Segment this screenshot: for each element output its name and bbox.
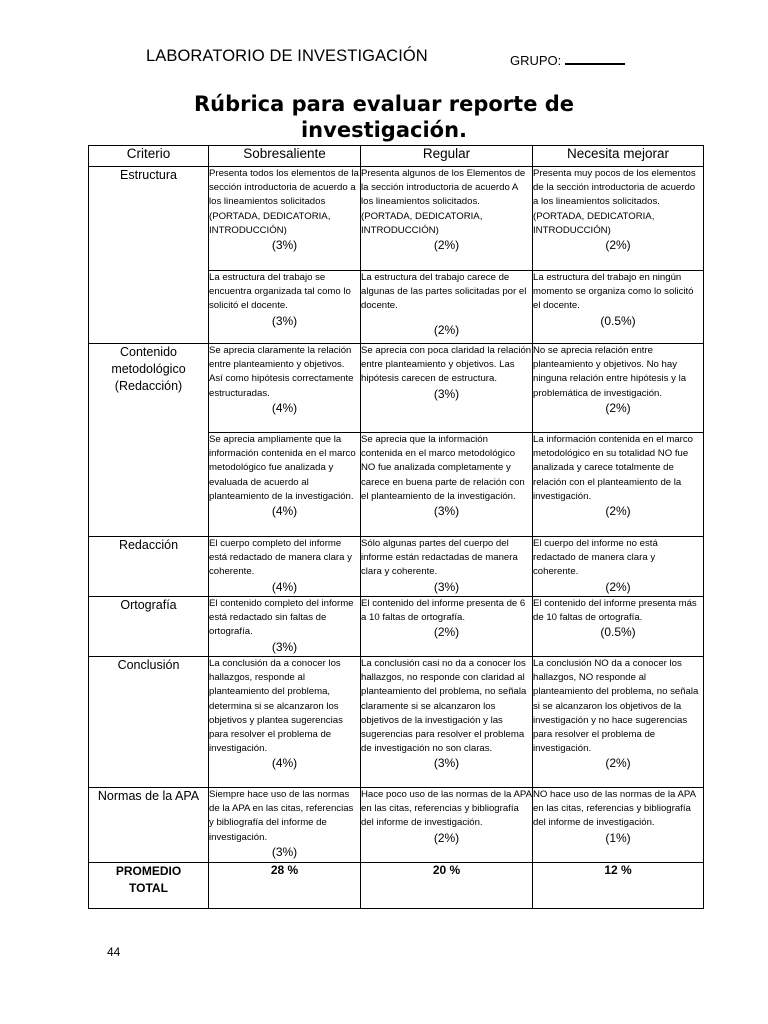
rubric-cell <box>533 433 704 537</box>
lab-title: LABORATORIO DE INVESTIGACIÓN <box>146 47 428 65</box>
rubric-cell <box>361 167 533 271</box>
cell-score: (3%) <box>271 844 298 859</box>
rubric-cell <box>209 344 361 433</box>
total-necesita-mejorar: 12 % <box>533 863 704 909</box>
table-row <box>89 657 704 788</box>
cell-score: (2%) <box>433 322 460 337</box>
cell-score: (3%) <box>433 756 460 771</box>
rubric-cell <box>209 271 361 344</box>
column-header-sobresaliente: Sobresaliente <box>209 146 361 167</box>
rubric-cell <box>533 788 704 863</box>
cell-score: (3%) <box>271 639 298 654</box>
rubric-cell <box>533 344 704 433</box>
cell-description: Hace poco uso de las normas de la APA en las citas, referencias y bibliografía del informe de investigación. <box>361 789 532 829</box>
cell-description: No se aprecia relación entre planteamiento y objetivos. No hay ninguna relación entre hipótesis y la problemática de investigación. <box>533 345 687 399</box>
cell-description: El cuerpo completo del informe está redactado de manera clara y coherente. <box>209 538 352 578</box>
criterion-ortografia: Ortografía <box>89 597 209 657</box>
cell-description: El contenido del informe presenta más de 10 faltas de ortografía. <box>533 598 697 624</box>
rubric-cell <box>209 657 361 788</box>
rubric-cell <box>361 344 533 433</box>
cell-description: Presenta algunos de los Elementos de la sección introductoria de acuerdo A los lineamientos solicitados. (PORTADA, DEDICATORIA, INTRODUCCIÓN) <box>361 168 526 236</box>
cell-description: Siempre hace uso de las normas de la APA en las citas, referencias y bibliografía del informe de investigación. <box>209 789 354 843</box>
group-blank-line <box>565 51 625 65</box>
cell-description: Se aprecia con poca claridad la relación entre planteamiento y objetivos. Las hipótesis carecen de estructura. <box>361 345 532 385</box>
cell-description: Presenta muy pocos de los elementos de la sección introductoria de acuerdo a los lineamientos solicitados. (PORTADA, DEDICATORIA, INTRODUCCIÓN) <box>533 168 696 236</box>
cell-description: El contenido del informe presenta de 6 a 10 faltas de ortografía. <box>361 598 526 624</box>
table-header-row <box>89 146 704 167</box>
column-header-regular: Regular <box>361 146 533 167</box>
cell-description: El contenido completo del informe está redactado sin faltas de ortografía. <box>209 598 354 638</box>
cell-score: (2%) <box>605 504 631 519</box>
cell-description: La conclusión casi no da a conocer los hallazgos, no responde con claridad al planteamiento del problema, no señala claramente si se alcanzaron los objetivos de la investigación y las sugerencias para resolver el problema de investigación no son claras. <box>361 658 527 755</box>
table-row <box>89 167 704 271</box>
column-header-criterio: Criterio <box>89 146 209 167</box>
document-title: Rúbrica para evaluar reporte de investigación. <box>193 92 575 142</box>
criterion-normas-apa: Normas de la APA <box>89 788 209 863</box>
cell-description: La estructura del trabajo se encuentra organizada tal como lo solicitó el docente. <box>209 272 351 312</box>
cell-description: NO hace uso de las normas de la APA en las citas, referencias y bibliografía del informe de investigación. <box>533 789 696 829</box>
cell-score: (0.5%) <box>600 625 636 640</box>
cell-score: (4%) <box>271 400 298 415</box>
cell-score: (3%) <box>433 579 460 594</box>
rubric-cell <box>361 788 533 863</box>
rubric-cell <box>209 788 361 863</box>
cell-score: (0.5%) <box>600 313 636 328</box>
cell-description: Sólo algunas partes del cuerpo del informe están redactadas de manera clara y coherente. <box>361 538 518 578</box>
table-row <box>89 344 704 433</box>
cell-description: Presenta todos los elementos de la sección introductoria de acuerdo a los lineamientos solicitados (PORTADA, DEDICATORIA, INTRODUCCIÓN) <box>209 168 359 236</box>
table-row <box>89 537 704 597</box>
cell-score: (3%) <box>271 238 298 253</box>
rubric-cell <box>361 657 533 788</box>
cell-description: La conclusión da a conocer los hallazgos, responde al planteamiento del problema, determina si se alcanzaron los objetivos y plantea sugerencias para resolver el problema de investigación. <box>209 658 343 755</box>
criterion-conclusion: Conclusión <box>89 657 209 788</box>
rubric-cell <box>533 597 704 657</box>
promedio-total-label: PROMEDIO TOTAL <box>89 863 209 909</box>
cell-description: La información contenida en el marco metodológico en su totalidad NO fue analizada y carece totalmente de relación con el planteamiento de la investigación. <box>533 434 693 502</box>
cell-score: (4%) <box>271 504 298 519</box>
cell-score: (2%) <box>605 579 631 594</box>
cell-score: (4%) <box>271 579 298 594</box>
page-number: 44 <box>107 945 121 959</box>
table-row <box>89 788 704 863</box>
cell-description: Se aprecia claramente la relación entre planteamiento y objetivos. Así como hipótesis correctamente estructuradas. <box>209 345 354 399</box>
rubric-cell <box>209 167 361 271</box>
cell-score: (4%) <box>271 756 298 771</box>
rubric-cell <box>361 271 533 344</box>
criterion-redaccion: Redacción <box>89 537 209 597</box>
cell-description: La estructura del trabajo carece de algunas de las partes solicitadas por el docente. <box>361 272 527 312</box>
page-header <box>0 47 768 73</box>
totals-row <box>89 863 704 909</box>
rubric-cell <box>209 433 361 537</box>
total-sobresaliente: 28 % <box>209 863 361 909</box>
cell-description: El cuerpo del informe no está redactado de manera clara y coherente. <box>533 538 658 578</box>
group-label: GRUPO: <box>510 53 562 68</box>
cell-score: (2%) <box>605 238 631 253</box>
cell-description: Se aprecia que la información contenida en el marco metodológico NO fue analizada completamente y carece en buena parte de relación con el planteamiento de la investigación. <box>361 434 525 502</box>
criterion-contenido-metodologico: Contenido metodológico (Redacción) <box>89 344 209 537</box>
rubric-cell <box>361 433 533 537</box>
rubric-table <box>88 145 704 909</box>
cell-score: (2%) <box>605 756 631 771</box>
cell-score: (3%) <box>433 386 460 401</box>
rubric-cell <box>209 537 361 597</box>
group-field <box>510 51 625 68</box>
cell-score: (1%) <box>605 830 631 845</box>
cell-score: (3%) <box>271 313 298 328</box>
rubric-cell <box>533 271 704 344</box>
table-row <box>89 597 704 657</box>
rubric-cell <box>533 167 704 271</box>
cell-score: (3%) <box>433 504 460 519</box>
total-regular: 20 % <box>361 863 533 909</box>
criterion-estructura: Estructura <box>89 167 209 344</box>
rubric-cell <box>361 537 533 597</box>
cell-description: La conclusión NO da a conocer los hallazgos, NO responde al planteamiento del problema, no señala si se alcanzaron los objetivos de la investigación y no hace sugerencias para resolver el problema de investigación. <box>533 658 699 755</box>
cell-description: Se aprecia ampliamente que la información contenida en el marco metodológico fue analizada y evaluada de acuerdo al planteamiento de la investigación. <box>209 434 356 502</box>
rubric-cell <box>209 597 361 657</box>
column-header-necesita-mejorar: Necesita mejorar <box>533 146 704 167</box>
rubric-cell <box>533 657 704 788</box>
cell-description: La estructura del trabajo en ningún momento se organiza como lo solicitó el docente. <box>533 272 694 312</box>
cell-score: (2%) <box>433 625 460 640</box>
rubric-cell <box>533 537 704 597</box>
rubric-cell <box>361 597 533 657</box>
cell-score: (2%) <box>433 238 460 253</box>
cell-score: (2%) <box>605 400 631 415</box>
cell-score: (2%) <box>433 830 460 845</box>
